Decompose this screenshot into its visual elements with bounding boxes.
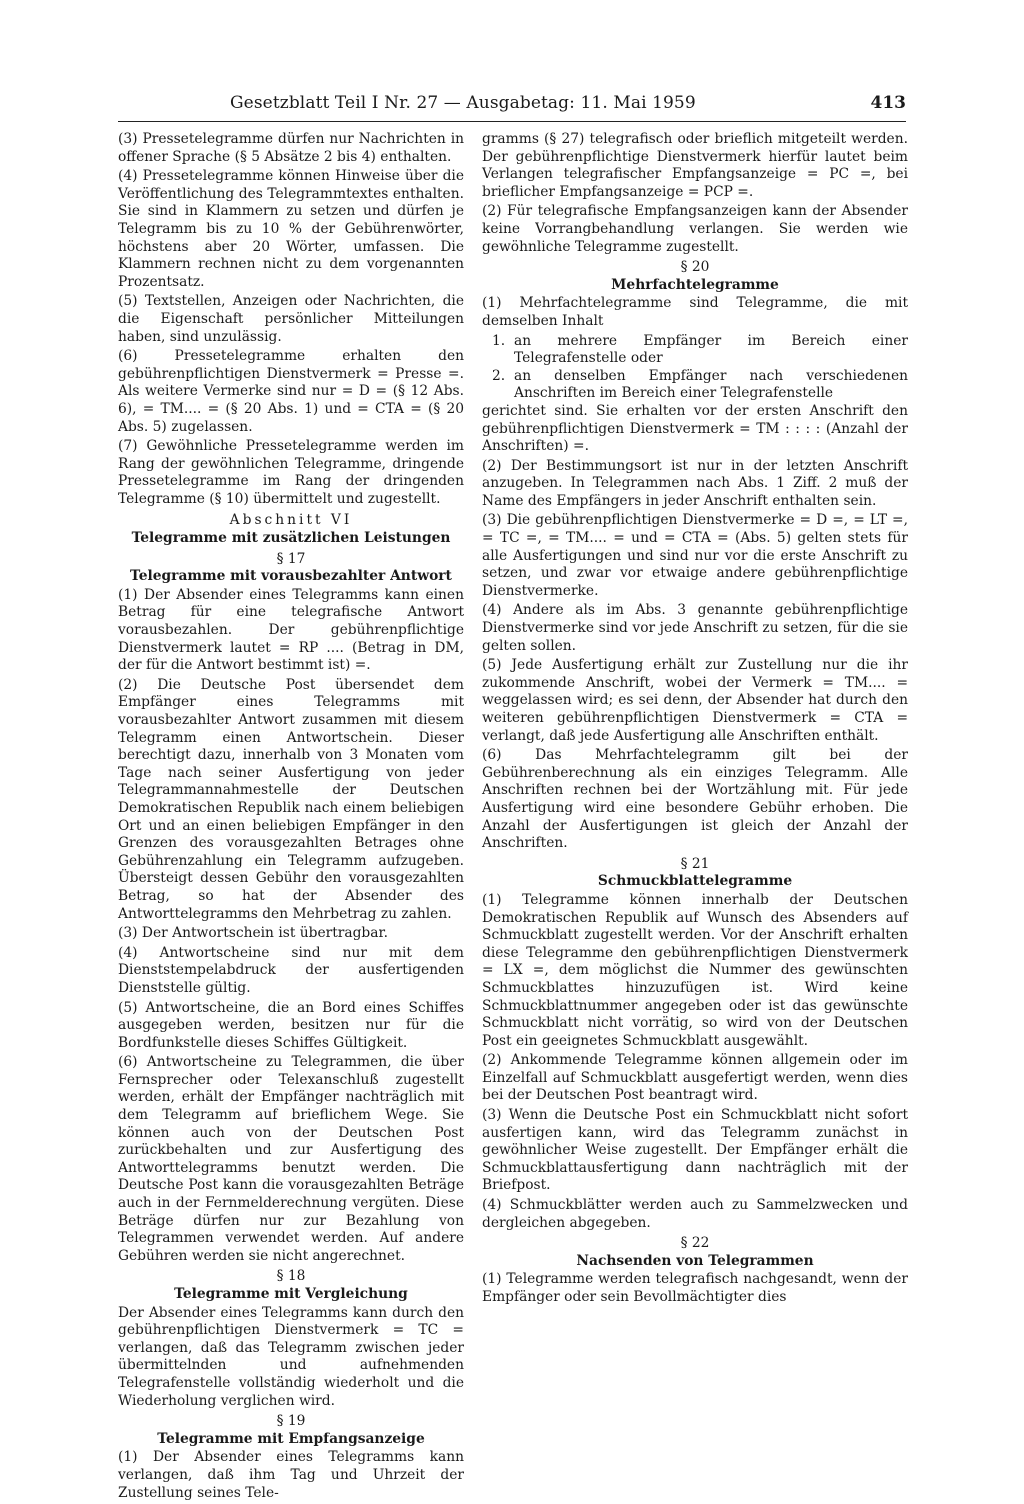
section-number: § 21 xyxy=(680,855,710,872)
left-column xyxy=(118,131,464,1504)
paragraph: (3) Pressetelegramme dürfen nur Nachrichten in offener Sprache (§ 5 Absätze 2 bis 4) enthalten. xyxy=(118,131,464,165)
list-number: 2. xyxy=(492,367,506,384)
right-column xyxy=(482,131,908,1309)
section-number: § 22 xyxy=(680,1235,710,1252)
list-item xyxy=(482,368,908,403)
paragraph: (3) Wenn die Deutsche Post ein Schmuckblatt nicht sofort ausfertigen kann, wird das Telegramm zunächst in gewöhnlicher Weise zugestellt. Der Empfänger erhält die Schmuckblattausfertigung dann nachträglich mit der Briefpost. xyxy=(482,1107,908,1194)
paragraph: (2) Für telegrafische Empfangsanzeigen kann der Absender keine Vorrangbehandlung verlangen. Sie werden wie gewöhnliche Telegramme zugestellt. xyxy=(482,203,908,255)
paragraph: (2) Ankommende Telegramme können allgemein oder im Einzelfall auf Schmuckblatt ausgefertigt werden, wenn dies bei der Deutschen Post beantragt wird. xyxy=(482,1052,908,1104)
paragraph: (5) Textstellen, Anzeigen oder Nachrichten, die die Eigenschaft persönlicher Mitteilungen haben, sind unzulässig. xyxy=(118,293,464,345)
paragraph: (2) Der Bestimmungsort ist nur in der letzten Anschrift anzugeben. In Telegrammen nach Abs. 1 Ziff. 2 muß der Name des Empfängers in jeder Anschrift enthalten sein. xyxy=(482,457,908,509)
list-item xyxy=(482,333,908,368)
section-title: Telegramme mit vorausbezahlter Antwort xyxy=(130,568,452,585)
paragraph: (1) Mehrfachtelegramme sind Telegramme, die mit demselben Inhalt xyxy=(482,295,908,329)
header-rule xyxy=(118,121,906,122)
chapter-title: Telegramme mit zusätzlichen Leistungen xyxy=(131,530,451,547)
chapter-heading: Abschnitt VI xyxy=(229,512,353,529)
list-text: an denselben Empfänger nach verschiedenen Anschriften im Bereich einer Telegrafenstelle xyxy=(514,367,908,402)
paragraph: (4) Pressetelegramme können Hinweise über die Veröffentlichung des Telegrammtextes enthalten. Sie sind in Klammern zu setzen und dürfen je Telegramm bis zu 10 % der Gebührenwörter, höchstens aber 20 Wörter, umfassen. Die Klammern rechnen nicht zu dem vorgenannten Prozentsatz. xyxy=(118,168,464,290)
paragraph: (1) Der Absender eines Telegramms kann verlangen, daß ihm Tag und Uhrzeit der Zustellung seines Tele- xyxy=(118,1449,464,1501)
section-number: § 19 xyxy=(276,1413,306,1430)
paragraph: gerichtet sind. Sie erhalten vor der ersten Anschrift den gebührenpflichtigen Dienstvermerk = TM : : : : (Anzahl der Anschriften) =. xyxy=(482,402,908,455)
section-title: Schmuckblattelegramme xyxy=(597,873,793,890)
paragraph: gramms (§ 27) telegrafisch oder brieflich mitgeteilt werden. Der gebührenpflichtige Dienstvermerk hierfür lautet beim Verlangen telegrafischer Empfangsanzeige = PC =, bei brieflicher Empfangsanzeige = PCP =. xyxy=(482,131,908,200)
section-title: Nachsenden von Telegrammen xyxy=(576,1252,814,1269)
page-header xyxy=(200,93,906,117)
paragraph: (3) Die gebührenpflichtigen Dienstvermerke = D =, = LT =, = TC =, = TM.... = und = CTA = (Abs. 5) gelten stets für alle Ausfertigungen und sind nur vor die erste Anschrift zu setzen, und zwar vor etwaige andere gebührenpflichtige Dienstvermerke. xyxy=(482,512,908,599)
paragraph: (5) Antwortscheine, die an Bord eines Schiffes ausgegeben werden, besitzen nur für die Bordfunkstelle dieses Schiffes Gültigkeit. xyxy=(118,999,464,1051)
list-number: 1. xyxy=(492,332,506,349)
paragraph: (4) Andere als im Abs. 3 genannte gebührenpflichtige Dienstvermerke sind vor jede Anschrift zu setzen, für die sie gelten sollen. xyxy=(482,602,908,654)
paragraph: (4) Schmuckblätter werden auch zu Sammelzwecken und dergleichen abgegeben. xyxy=(482,1197,908,1231)
paragraph: (2) Die Deutsche Post übersendet dem Empfänger eines Telegramms mit vorausbezahlter Antwort zusammen mit diesem Telegramm einen Antwortschein. Dieser berechtigt dazu, innerhalb von 3 Monaten vom Tage nach seiner Ausfertigung von jeder Telegrammannahmestelle der Deutschen Demokratischen Republik nach einem beliebigen Ort und an einen beliebigen Empfänger in den Grenzen des vorausgezahlten Betrages ohne Gebührenzahlung ein Telegramm aufzugeben. Übersteigt dessen Gebühr den vorausgezahlten Betrag, so hat der Absender des Antworttelegramms den Mehrbetrag zu zahlen. xyxy=(118,676,464,922)
section-number: § 20 xyxy=(680,259,710,276)
paragraph: Der Absender eines Telegramms kann durch den gebührenpflichtigen Dienstvermerk = TC = verlangen, daß das Telegramm zwischen jeder übermittelnden und aufnehmenden Telegrafenstelle vollständig wiederholt und die Wiederholung verglichen wird. xyxy=(118,1304,464,1409)
section-title: Telegramme mit Vergleichung xyxy=(174,1286,408,1302)
paragraph: (4) Antwortscheine sind nur mit dem Dienststempelabdruck der ausfertigenden Dienststelle gültig. xyxy=(118,944,464,996)
list-text: an mehrere Empfänger im Bereich einer Telegrafenstelle oder xyxy=(514,332,908,367)
section-number: § 18 xyxy=(276,1268,306,1285)
paragraph: (6) Pressetelegramme erhalten den gebührenpflichtigen Dienstvermerk = Presse =. Als weitere Vermerke sind nur = D = (§ 12 Abs. 6), = TM.... = (§ 20 Abs. 1) und = CTA = (§ 20 Abs. 5) zugelassen. xyxy=(118,348,464,435)
page-number: 413 xyxy=(870,93,906,113)
gazette-title: Gesetzblatt Teil I Nr. 27 — Ausgabetag: 11. Mai 1959 xyxy=(230,93,696,113)
paragraph: (1) Telegramme können innerhalb der Deutschen Demokratischen Republik auf Wunsch des Absenders auf Schmuckblatt zugestellt werden. Vor der Anschrift erhalten diese Telegramme den gebührenpflichtigen Dienstvermerk = LX =, dem möglichst die Nummer des gewünschten Schmuckblattes hinzuzufügen ist. Wird keine Schmuckblattnummer angegeben oder ist das gewünschte Schmuckblatt nicht vorrätig, so wird von der Deutschen Post ein geeignetes Schmuckblatt ausgewählt. xyxy=(482,891,908,1049)
paragraph: (1) Telegramme werden telegrafisch nachgesandt, wenn der Empfänger oder sein Bevollmächtigter dies xyxy=(482,1271,908,1305)
section-title: Telegramme mit Empfangsanzeige xyxy=(157,1430,425,1447)
paragraph: (5) Jede Ausfertigung erhält zur Zustellung nur die ihr zukommende Anschrift, wobei der Vermerk = TM.... = weggelassen wird; es sei denn, der Absender hat durch den weiteren gebührenpflichtigen Dienstvermerk = CTA = verlangt, daß jede Ausfertigung alle Anschriften enthält. xyxy=(482,657,908,744)
paragraph: (7) Gewöhnliche Pressetelegramme werden im Rang der gewöhnlichen Telegramme, dringende Pressetelegramme im Rang der dringenden Telegramme (§ 10) übermittelt und zugestellt. xyxy=(118,438,464,507)
section-number: § 17 xyxy=(276,550,306,567)
paragraph: (6) Das Mehrfachtelegramm gilt bei der Gebührenberechnung als ein einziges Telegramm. Alle Anschriften rechnen bei der Wortzählung mit. Für jede Ausfertigung wird eine besondere Gebühr erhoben. Die Anzahl der Ausfertigungen ist gleich der Anzahl der Anschriften. xyxy=(482,747,908,852)
section-title: Mehrfachtelegramme xyxy=(611,276,779,293)
paragraph: (6) Antwortscheine zu Telegrammen, die über Fernsprecher oder Telexanschluß zugestellt werden, erhält der Empfänger nachträglich mit dem Telegramm auf brieflichem Wege. Sie können auch von der Deutschen Post zurückbehalten und zur Ausfertigung des Antworttelegramms benutzt werden. Die Deutsche Post kann die vorausgezahlten Beträge auch in der Fernmelderechnung vergüten. Diese Beträge dürfen nur zur Bezahlung von Telegrammen verwendet werden. Auf andere Gebühren werden sie nicht angerechnet. xyxy=(118,1054,464,1264)
paragraph: (3) Der Antwortschein ist übertragbar. xyxy=(118,925,388,942)
paragraph: (1) Der Absender eines Telegramms kann einen Betrag für eine telegrafische Antwort vorausbezahlen. Der gebührenpflichtige Dienstvermerk lautet = RP .... (Betrag in DM, der für die Antwort bestimmt ist) =. xyxy=(118,586,464,674)
